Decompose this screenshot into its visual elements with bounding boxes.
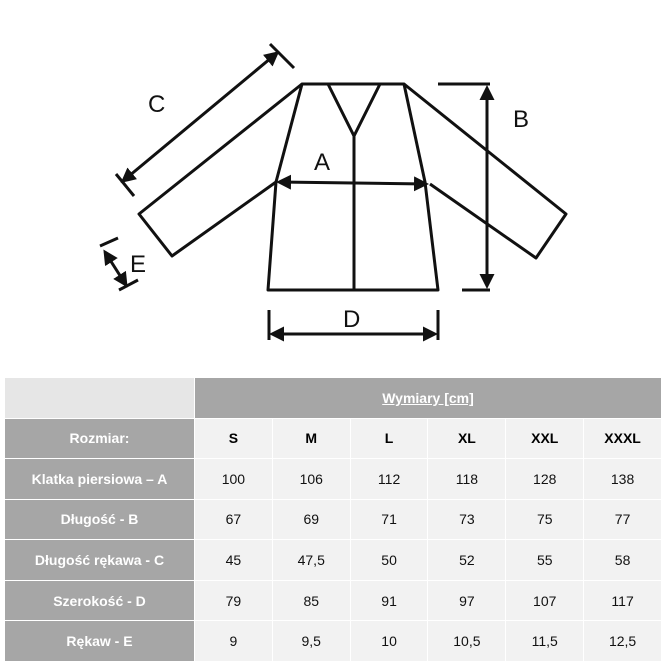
table-cell: 128 bbox=[506, 459, 584, 500]
table-cell: 55 bbox=[506, 540, 584, 581]
size-header: L bbox=[351, 419, 429, 460]
label-e: E bbox=[130, 251, 147, 278]
table-cell: 75 bbox=[506, 500, 584, 541]
tick-e-top bbox=[100, 238, 118, 246]
table-cell: 10,5 bbox=[428, 621, 506, 662]
row-label: Szerokość - D bbox=[5, 581, 195, 622]
label-d: D bbox=[343, 306, 361, 333]
size-header: XXXL bbox=[584, 419, 662, 460]
tick-e-bottom bbox=[119, 280, 138, 290]
table-cell: 11,5 bbox=[506, 621, 584, 662]
size-table bbox=[5, 378, 662, 662]
arrow-c bbox=[123, 53, 277, 181]
table-cell: 112 bbox=[351, 459, 429, 500]
dimensions-header: Wymiary [cm] bbox=[195, 378, 662, 419]
table-cell: 45 bbox=[195, 540, 273, 581]
table-row bbox=[5, 540, 662, 581]
table-cell: 47,5 bbox=[273, 540, 351, 581]
table-cell: 58 bbox=[584, 540, 662, 581]
table-cell: 12,5 bbox=[584, 621, 662, 662]
table-cell: 79 bbox=[195, 581, 273, 622]
table-cell: 91 bbox=[351, 581, 429, 622]
table-cell: 67 bbox=[195, 500, 273, 541]
table-cell: 9,5 bbox=[273, 621, 351, 662]
table-cell: 77 bbox=[584, 500, 662, 541]
tick-c-bottom bbox=[116, 174, 134, 196]
table-cell: 69 bbox=[273, 500, 351, 541]
table-cell: 100 bbox=[195, 459, 273, 500]
table-row bbox=[5, 621, 662, 662]
table-cell: 107 bbox=[506, 581, 584, 622]
label-b: B bbox=[513, 106, 530, 133]
row-label: Rękaw - E bbox=[5, 621, 195, 662]
size-header: M bbox=[273, 419, 351, 460]
table-cell: 117 bbox=[584, 581, 662, 622]
label-a: A bbox=[314, 149, 331, 176]
row-label: Klatka piersiowa – A bbox=[5, 459, 195, 500]
row-label: Długość rękawa - C bbox=[5, 540, 195, 581]
size-label: Rozmiar: bbox=[5, 419, 195, 460]
table-size-row bbox=[5, 419, 662, 460]
table-cell: 9 bbox=[195, 621, 273, 662]
table-group-row bbox=[5, 378, 662, 419]
table-cell: 85 bbox=[273, 581, 351, 622]
table-cell: 71 bbox=[351, 500, 429, 541]
table-cell: 10 bbox=[351, 621, 429, 662]
table-cell: 97 bbox=[428, 581, 506, 622]
size-header: S bbox=[195, 419, 273, 460]
arrow-a bbox=[279, 182, 426, 184]
right-sleeve-outline bbox=[404, 84, 566, 258]
arrow-e bbox=[105, 252, 126, 285]
table-cell: 106 bbox=[273, 459, 351, 500]
table-corner-blank bbox=[5, 378, 195, 419]
table-cell: 52 bbox=[428, 540, 506, 581]
table-cell: 50 bbox=[351, 540, 429, 581]
garment-collar bbox=[328, 84, 380, 136]
size-header: XL bbox=[428, 419, 506, 460]
table-row bbox=[5, 459, 662, 500]
table-row bbox=[5, 581, 662, 622]
table-cell: 138 bbox=[584, 459, 662, 500]
table-cell: 118 bbox=[428, 459, 506, 500]
label-c: C bbox=[148, 91, 166, 118]
table-row bbox=[5, 500, 662, 541]
size-header: XXL bbox=[506, 419, 584, 460]
table-cell: 73 bbox=[428, 500, 506, 541]
row-label: Długość - B bbox=[5, 500, 195, 541]
